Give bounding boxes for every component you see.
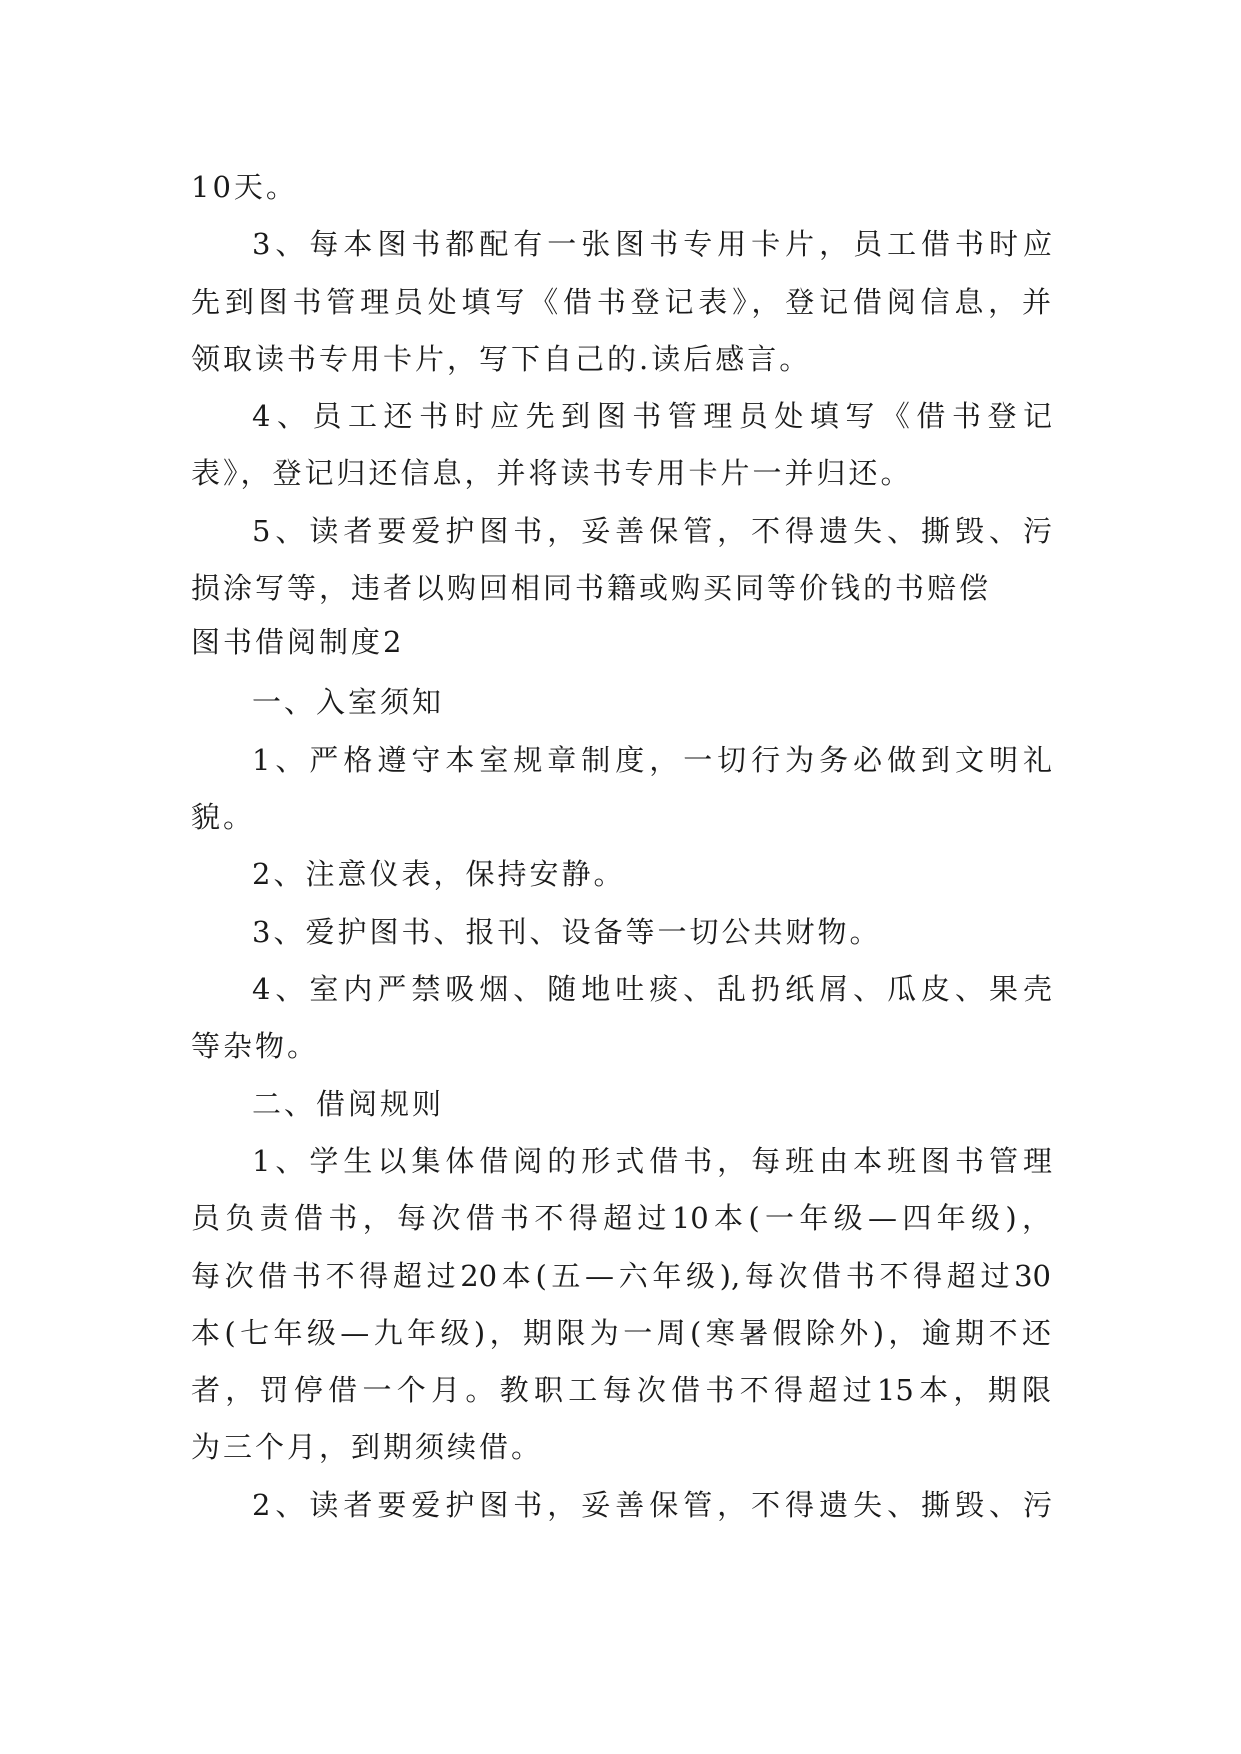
text-line: 2、读者要爱护图书，妥善保管，不得遗失、撕毁、污 (252, 1488, 1052, 1522)
text-line: 者，罚停借一个月。教职工每次借书不得超过15本，期限 (191, 1373, 1051, 1407)
text-line: 10天。 (191, 170, 298, 204)
text-line: 4、室内严禁吸烟、随地吐痰、乱扔纸屑、瓜皮、果壳 (252, 972, 1052, 1006)
text-line: 3、爱护图书、报刊、设备等一切公共财物。 (252, 915, 882, 949)
section-title: 图书借阅制度2 (191, 625, 405, 659)
text-line: 貌。 (191, 800, 256, 834)
text-line: 5、读者要爱护图书，妥善保管，不得遗失、撕毁、污 (252, 514, 1052, 548)
text-line: 先到图书管理员处填写《借书登记表》，登记借阅信息，并 (191, 285, 1051, 319)
text-line: 本(七年级—九年级)，期限为一周(寒暑假除外)，逾期不还 (191, 1316, 1051, 1350)
text-line: 损涂写等，违者以购回相同书籍或购买同等价钱的书赔偿 (191, 571, 992, 605)
text-line: 1、学生以集体借阅的形式借书，每班由本班图书管理 (252, 1144, 1052, 1178)
text-line: 4、员工还书时应先到图书管理员处填写《借书登记 (252, 399, 1052, 433)
text-line: 2、注意仪表，保持安静。 (252, 857, 626, 891)
section-heading: 一、入室须知 (252, 685, 445, 719)
text-line: 员负责借书，每次借书不得超过10本(一年级—四年级)， (191, 1201, 1051, 1235)
text-line: 1、严格遵守本室规章制度，一切行为务必做到文明礼 (252, 743, 1052, 777)
section-heading: 二、借阅规则 (252, 1087, 445, 1121)
text-line: 3、每本图书都配有一张图书专用卡片，员工借书时应 (252, 227, 1052, 261)
text-line: 等杂物。 (191, 1029, 320, 1063)
text-line: 领取读书专用卡片，写下自己的.读后感言。 (191, 342, 812, 376)
text-line: 表》，登记归还信息，并将读书专用卡片一并归还。 (191, 456, 913, 490)
text-line: 为三个月，到期须续借。 (191, 1430, 544, 1464)
text-line: 每次借书不得超过20本(五—六年级),每次借书不得超过30 (191, 1259, 1051, 1293)
